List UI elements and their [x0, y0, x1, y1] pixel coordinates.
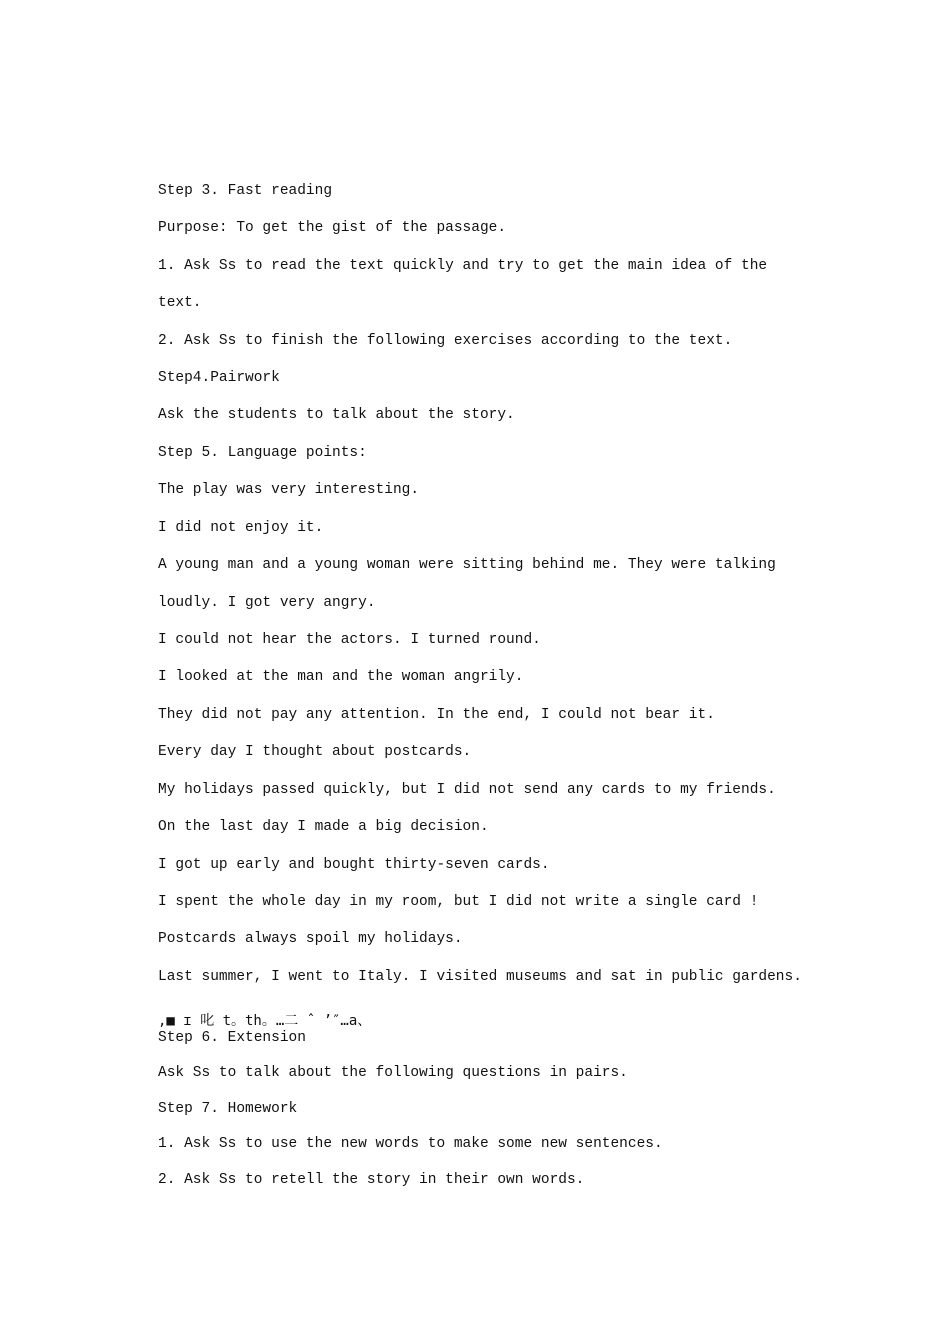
language-point-line: I looked at the man and the woman angrily.: [158, 669, 524, 685]
step-5-heading: Step 5. Language points:: [158, 445, 367, 461]
language-point-line: Every day I thought about postcards.: [158, 744, 472, 760]
step-4-heading: Step4.Pairwork: [158, 370, 280, 386]
step-7-item-1: 1. Ask Ss to use the new words to make some new sentences.: [158, 1136, 663, 1152]
step-3-item-1-continued: text.: [158, 295, 202, 311]
purpose-line: Purpose: To get the gist of the passage.: [158, 220, 507, 236]
step-3-heading: Step 3. Fast reading: [158, 183, 333, 199]
language-point-line: The play was very interesting.: [158, 482, 420, 498]
language-point-line: I could not hear the actors. I turned round.: [158, 632, 541, 648]
step-6-heading: Step 6. Extension: [158, 1030, 306, 1046]
garbled-text-line: ,■ ɪ 叱 t。th。…二 ˆ ’″…a、: [158, 1013, 372, 1029]
language-point-line: I got up early and bought thirty-seven cards.: [158, 857, 550, 873]
language-point-line: loudly. I got very angry.: [158, 595, 376, 611]
language-point-line: Last summer, I went to Italy. I visited museums and sat in public gardens.: [158, 969, 802, 985]
language-point-line: I spent the whole day in my room, but I did not write a single card !: [158, 894, 759, 910]
language-point-line: My holidays passed quickly, but I did not send any cards to my friends.: [158, 782, 776, 798]
step-3-item-1: 1. Ask Ss to read the text quickly and try to get the main idea of the: [158, 258, 768, 274]
language-point-line: A young man and a young woman were sitting behind me. They were talking: [158, 557, 776, 573]
step-7-item-2: 2. Ask Ss to retell the story in their own words.: [158, 1172, 585, 1188]
language-point-line: I did not enjoy it.: [158, 520, 324, 536]
step-6-text: Ask Ss to talk about the following questions in pairs.: [158, 1065, 628, 1081]
step-3-item-2: 2. Ask Ss to finish the following exercises according to the text.: [158, 333, 733, 349]
language-point-line: They did not pay any attention. In the end, I could not bear it.: [158, 707, 715, 723]
step-7-heading: Step 7. Homework: [158, 1101, 298, 1117]
language-point-line: Postcards always spoil my holidays.: [158, 931, 463, 947]
step-4-text: Ask the students to talk about the story.: [158, 407, 515, 423]
language-point-line: On the last day I made a big decision.: [158, 819, 489, 835]
